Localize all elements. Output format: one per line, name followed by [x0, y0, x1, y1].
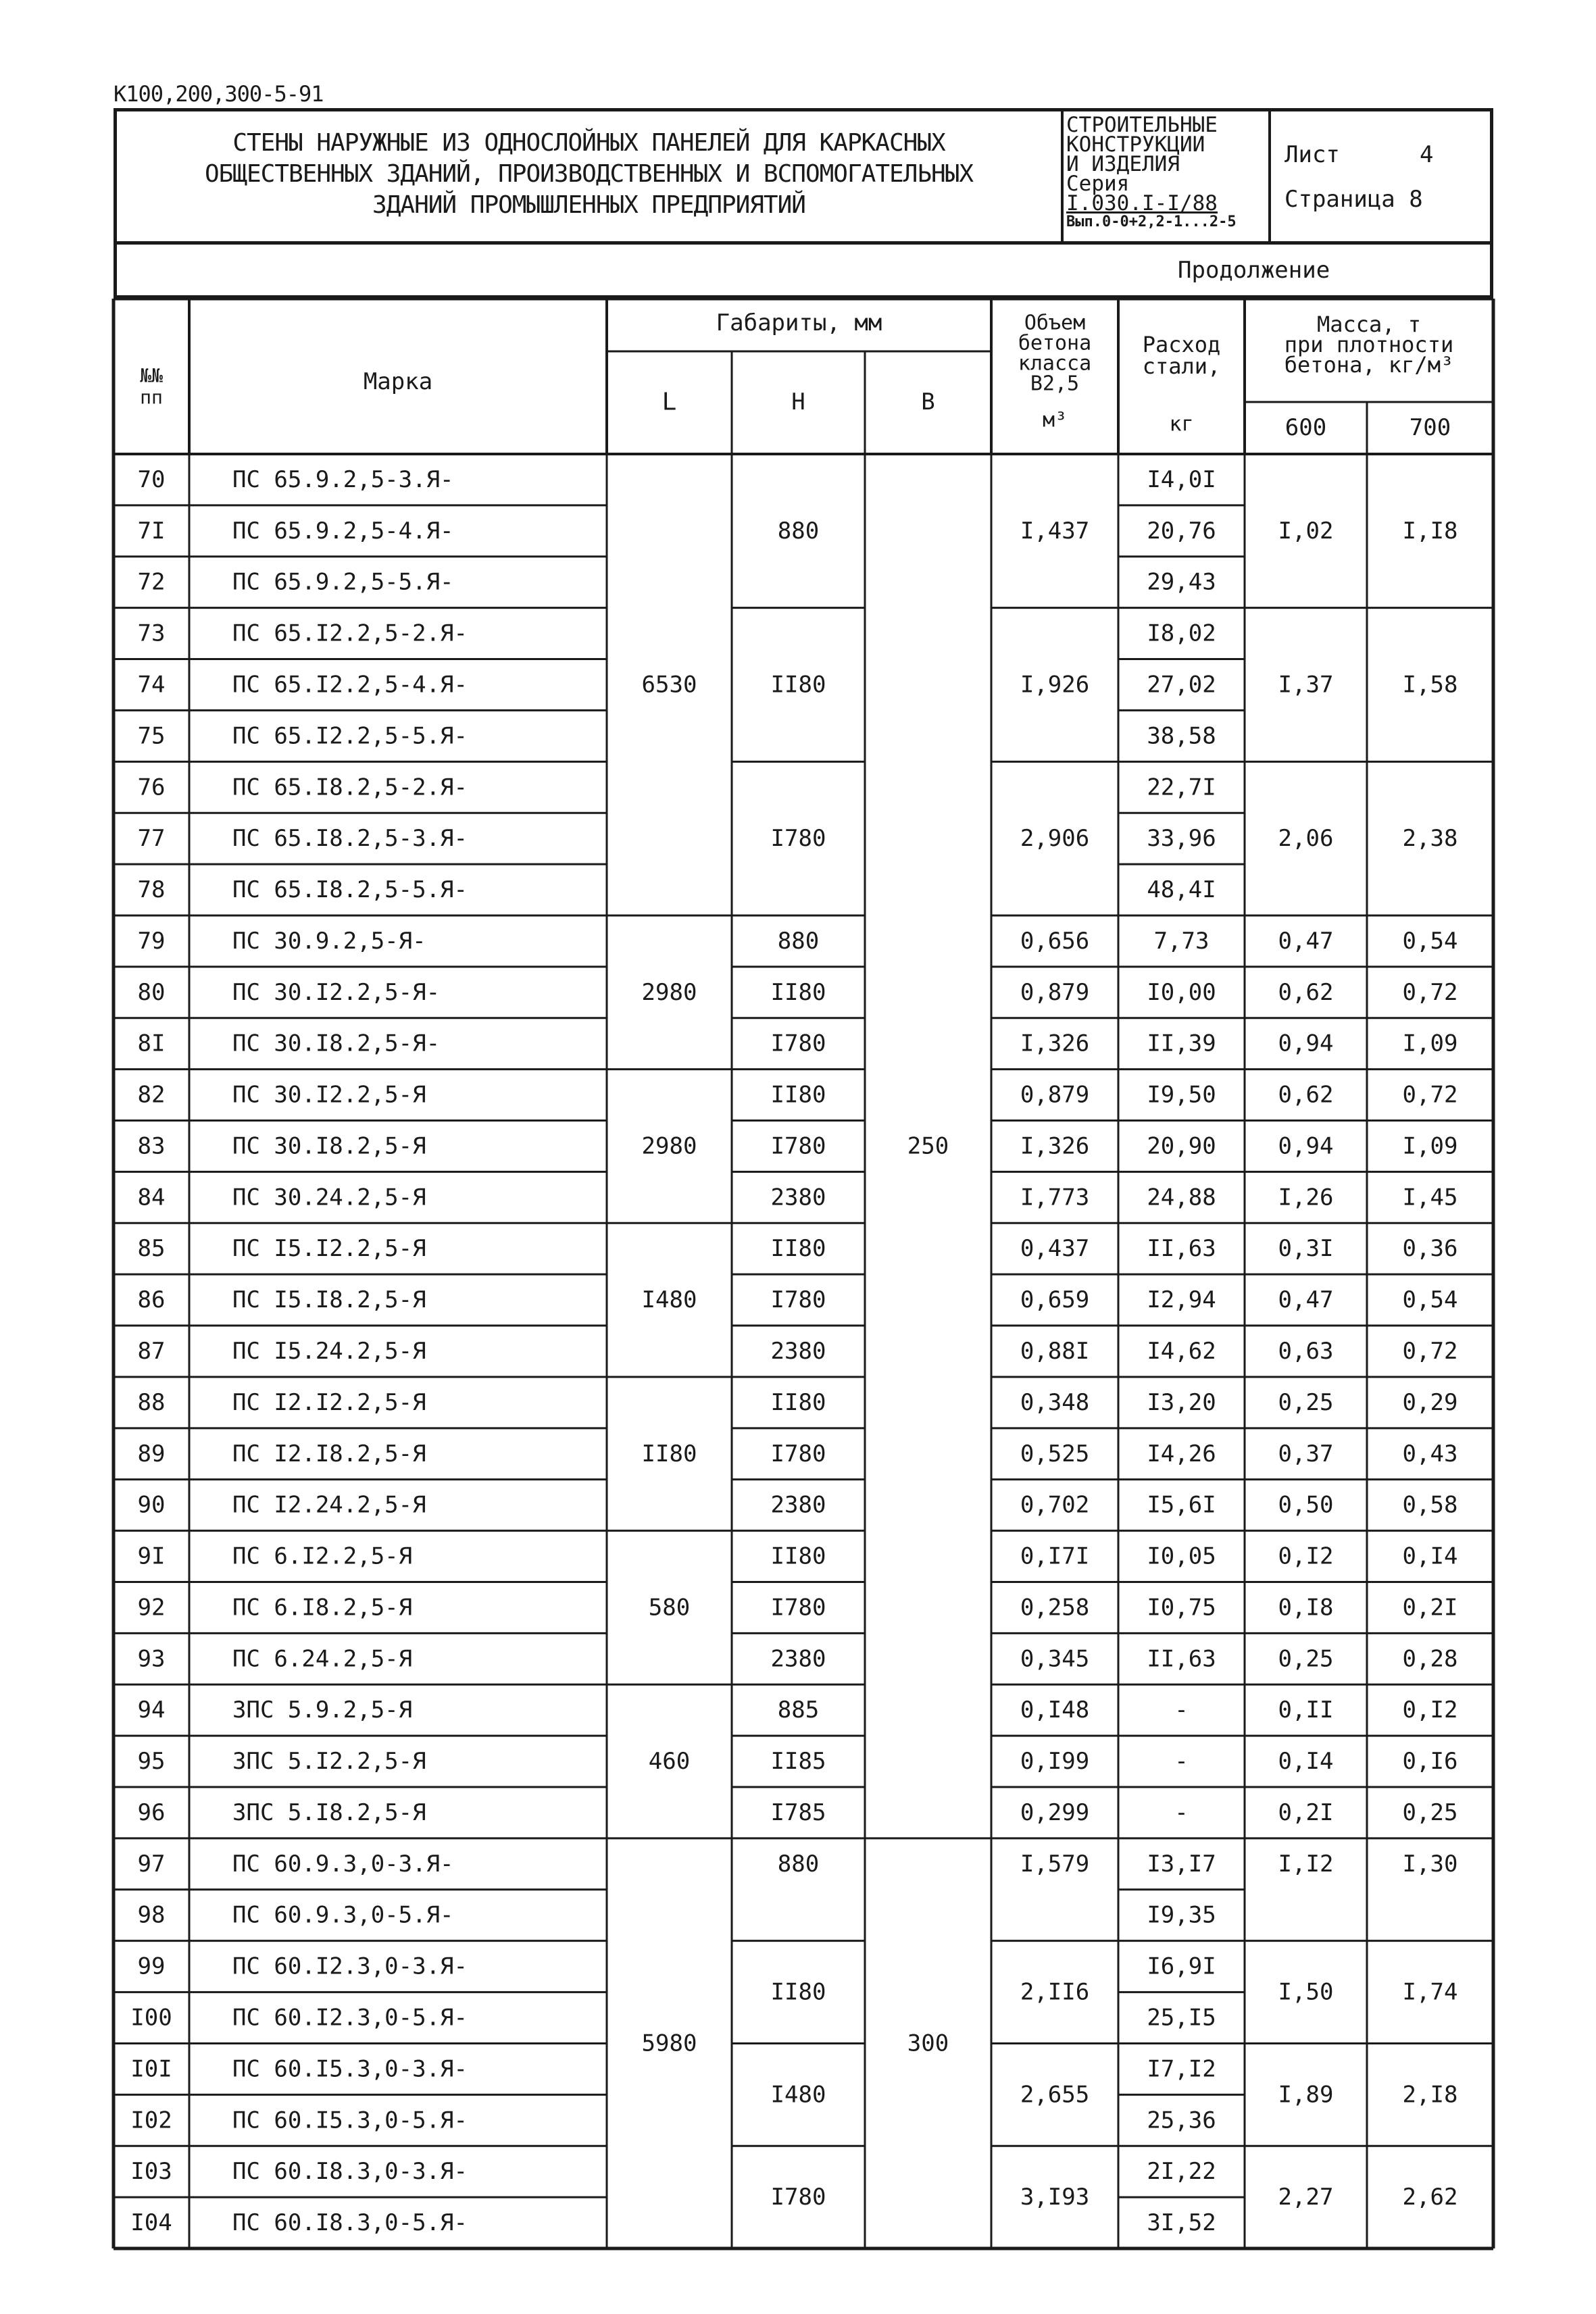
height-H: II85	[770, 1748, 826, 1776]
mass-700: 0,29	[1402, 1388, 1458, 1416]
panel-mark: ПС 30.I2.2,5-Я-	[232, 978, 441, 1006]
header-width: В	[921, 388, 935, 416]
panel-mark: ПС 65.9.2,5-4.Я-	[232, 517, 454, 545]
mass-600: I,I2	[1278, 1850, 1334, 1878]
steel-consumption: I9,50	[1147, 1081, 1216, 1109]
mass-600: 2,27	[1278, 2184, 1334, 2211]
height-H: 2380	[770, 1491, 826, 1519]
steel-consumption: 48,4I	[1147, 876, 1216, 904]
row-number: 74	[137, 671, 166, 699]
panel-mark: ПС 60.I2.3,0-5.Я-	[232, 2004, 468, 2032]
header-concrete-volume: класса	[1018, 351, 1092, 376]
steel-consumption: 33,96	[1147, 825, 1216, 853]
panel-mark: ПС 30.I8.2,5-Я-	[232, 1030, 441, 1057]
row-number: 73	[137, 620, 166, 647]
mass-600: 0,2I	[1278, 1799, 1334, 1826]
row-number: 70	[137, 466, 166, 493]
steel-consumption: -	[1174, 1696, 1189, 1724]
steel-consumption: II,63	[1147, 1645, 1216, 1673]
panel-mark: ПС 60.I2.3,0-3.Я-	[232, 1953, 468, 1980]
concrete-volume: 0,345	[1020, 1645, 1090, 1673]
panel-mark: ЗПС 5.I8.2,5-Я	[232, 1799, 426, 1826]
mass-700: I,74	[1402, 1978, 1458, 2006]
panel-mark: ПС 65.I8.2,5-5.Я-	[232, 876, 468, 904]
panel-mark: ПС 30.9.2,5-Я-	[232, 927, 426, 955]
steel-consumption: 25,I5	[1147, 2004, 1216, 2032]
panel-mark: ПС 60.I8.3,0-3.Я-	[232, 2158, 468, 2186]
mass-700: 0,I2	[1402, 1696, 1458, 1724]
header-mass-600: 600	[1285, 414, 1327, 441]
mass-600: 0,37	[1278, 1440, 1334, 1467]
concrete-volume: 0,437	[1020, 1235, 1090, 1263]
steel-consumption: I5,6I	[1147, 1491, 1216, 1519]
row-number: 75	[137, 722, 166, 750]
steel-consumption: I3,20	[1147, 1388, 1216, 1416]
steel-consumption: 7,73	[1153, 927, 1210, 955]
mass-600: I,50	[1278, 1978, 1334, 2006]
mass-700: I,30	[1402, 1850, 1458, 1878]
page-label: Страница 8	[1285, 186, 1423, 213]
panel-mark: ПС 60.I8.3,0-5.Я-	[232, 2209, 468, 2237]
steel-consumption: 22,7I	[1147, 774, 1216, 801]
panel-mark: ПС 30.I2.2,5-Я	[232, 1081, 426, 1109]
mass-600: 0,63	[1278, 1338, 1334, 1365]
panel-mark: ПС 65.I8.2,5-2.Я-	[232, 774, 468, 801]
panel-mark: ЗПС 5.I2.2,5-Я	[232, 1748, 426, 1776]
mass-700: 2,I8	[1402, 2081, 1458, 2109]
concrete-volume: 0,659	[1020, 1286, 1090, 1314]
concrete-volume: 0,I48	[1020, 1696, 1090, 1724]
mass-700: I,09	[1402, 1132, 1458, 1160]
height-H: II80	[770, 1081, 826, 1109]
steel-consumption: II,39	[1147, 1030, 1216, 1057]
panel-mark: ПС I5.24.2,5-Я	[232, 1338, 426, 1365]
panel-mark: ПС 6.I2.2,5-Я	[232, 1542, 413, 1570]
series-line-4: Серия	[1066, 172, 1130, 196]
concrete-volume: 0,I7I	[1020, 1542, 1090, 1570]
row-number: 8I	[137, 1030, 166, 1057]
header-mass-700: 700	[1409, 414, 1451, 441]
steel-consumption: 25,36	[1147, 2107, 1216, 2134]
row-number: I04	[130, 2209, 172, 2237]
steel-consumption: 38,58	[1147, 722, 1216, 750]
mass-600: I,89	[1278, 2081, 1334, 2109]
mass-700: 0,58	[1402, 1491, 1458, 1519]
header-steel-consumption: стали,	[1142, 353, 1221, 379]
row-number: 7I	[137, 517, 166, 545]
panel-mark: ПС 60.I5.3,0-5.Я-	[232, 2107, 468, 2134]
row-number: 88	[137, 1388, 166, 1416]
row-number: 89	[137, 1440, 166, 1467]
series-line-2: КОНСТРУКЦИИ	[1066, 132, 1205, 157]
title-line-1: СТЕНЫ НАРУЖНЫЕ ИЗ ОДНОСЛОЙНЫХ ПАНЕЛЕЙ ДЛЯ КАРКАСНЫХ	[232, 129, 945, 157]
row-number: 96	[137, 1799, 166, 1826]
steel-consumption: I6,9I	[1147, 1953, 1216, 1980]
header-concrete-volume: бетона	[1018, 331, 1092, 355]
concrete-volume: 0,348	[1020, 1388, 1090, 1416]
header-mass: Масса, т	[1316, 311, 1422, 337]
length-L: 2980	[641, 978, 697, 1006]
height-H: II80	[770, 1235, 826, 1263]
row-number: I02	[130, 2107, 172, 2134]
length-L: 2980	[641, 1132, 697, 1160]
height-H: I780	[770, 1030, 826, 1057]
mass-700: I,09	[1402, 1030, 1458, 1057]
continuation-label: Продолжение	[1178, 257, 1330, 284]
panel-mark: ПС 6.I8.2,5-Я	[232, 1594, 413, 1621]
row-number: 95	[137, 1748, 166, 1776]
title-line-2: ОБЩЕСТВЕННЫХ ЗДАНИЙ, ПРОИЗВОДСТВЕННЫХ И ВСПОМОГАТЕЛЬНЫХ	[204, 160, 974, 188]
mass-600: 0,I8	[1278, 1594, 1334, 1621]
concrete-volume: 2,II6	[1020, 1978, 1090, 2006]
panel-mark: ПС 65.9.2,5-3.Я-	[232, 466, 454, 493]
mass-600: 0,47	[1278, 927, 1334, 955]
sheet-label: Лист	[1285, 141, 1340, 168]
height-H: I780	[770, 1440, 826, 1467]
mass-600: 0,II	[1278, 1696, 1334, 1724]
steel-consumption: 2I,22	[1147, 2158, 1216, 2186]
width-B: 300	[907, 2030, 949, 2057]
row-number: 9I	[137, 1542, 166, 1570]
panel-mark: ЗПС 5.9.2,5-Я	[232, 1696, 413, 1724]
steel-consumption: 3I,52	[1147, 2209, 1216, 2237]
mass-600: 0,94	[1278, 1132, 1334, 1160]
height-H: I780	[770, 1594, 826, 1621]
height-H: 880	[777, 1850, 820, 1878]
mass-600: 0,25	[1278, 1645, 1334, 1673]
mass-700: 0,43	[1402, 1440, 1458, 1467]
steel-consumption: 29,43	[1147, 568, 1216, 596]
panel-mark: ПС 65.I2.2,5-5.Я-	[232, 722, 468, 750]
row-number: 94	[137, 1696, 166, 1724]
row-number: 99	[137, 1953, 166, 1980]
height-H: I780	[770, 1132, 826, 1160]
row-number: 80	[137, 978, 166, 1006]
row-number: 93	[137, 1645, 166, 1673]
panel-mark: ПС 30.24.2,5-Я	[232, 1184, 426, 1211]
document-code: К100,200,300-5-91	[114, 81, 324, 107]
mass-600: I,37	[1278, 671, 1334, 699]
length-L: 5980	[641, 2030, 697, 2057]
height-H: II80	[770, 671, 826, 699]
sheet-number: 4	[1420, 141, 1434, 168]
concrete-volume: 0,525	[1020, 1440, 1090, 1467]
mass-700: I,I8	[1402, 517, 1458, 545]
steel-consumption: I3,I7	[1147, 1850, 1216, 1878]
concrete-volume: 0,258	[1020, 1594, 1090, 1621]
header-dimensions: Габариты, мм	[716, 309, 882, 336]
steel-consumption: I0,00	[1147, 978, 1216, 1006]
row-number: I0I	[130, 2055, 172, 2083]
mass-600: 0,I4	[1278, 1748, 1334, 1776]
header-concrete-volume: В2,5	[1030, 372, 1080, 396]
series-number: I.030.I-I/88	[1066, 191, 1218, 216]
height-H: 885	[777, 1696, 820, 1724]
steel-consumption: -	[1174, 1748, 1189, 1776]
mass-700: I,58	[1402, 671, 1458, 699]
mass-700: 0,72	[1402, 1338, 1458, 1365]
mass-700: 0,25	[1402, 1799, 1458, 1826]
height-H: 2380	[770, 1338, 826, 1365]
header-steel-unit: кг	[1169, 412, 1194, 436]
row-number: 77	[137, 825, 166, 853]
panel-mark: ПС 6.24.2,5-Я	[232, 1645, 413, 1673]
panel-mark: ПС I5.I8.2,5-Я	[232, 1286, 426, 1314]
row-number: 79	[137, 927, 166, 955]
height-H: II80	[770, 1388, 826, 1416]
concrete-volume: I,926	[1020, 671, 1090, 699]
mass-600: 0,50	[1278, 1491, 1334, 1519]
height-H: I480	[770, 2081, 826, 2109]
mass-700: 0,54	[1402, 1286, 1458, 1314]
concrete-volume: 3,I93	[1020, 2184, 1090, 2211]
panel-mark: ПС 60.9.3,0-3.Я-	[232, 1850, 454, 1878]
mass-700: 2,38	[1402, 825, 1458, 853]
panel-mark: ПС I2.I2.2,5-Я	[232, 1388, 426, 1416]
mass-600: I,26	[1278, 1184, 1334, 1211]
row-number: 98	[137, 1901, 166, 1929]
mass-700: 0,72	[1402, 1081, 1458, 1109]
header-length: L	[662, 388, 677, 416]
mass-700: 0,I6	[1402, 1748, 1458, 1776]
row-number: 87	[137, 1338, 166, 1365]
steel-consumption: 27,02	[1147, 671, 1216, 699]
panel-mark: ПС I2.24.2,5-Я	[232, 1491, 426, 1519]
steel-consumption: I9,35	[1147, 1901, 1216, 1929]
mass-700: 2,62	[1402, 2184, 1458, 2211]
series-issue: Вып.0-0+2,2-1...2-5	[1066, 213, 1237, 230]
mass-600: 0,47	[1278, 1286, 1334, 1314]
panel-mark: ПС 65.I8.2,5-3.Я-	[232, 825, 468, 853]
mass-600: 2,06	[1278, 825, 1334, 853]
row-number: 97	[137, 1850, 166, 1878]
series-line-3: И ИЗДЕЛИЯ	[1066, 152, 1180, 176]
height-H: I780	[770, 825, 826, 853]
mass-700: 0,2I	[1402, 1594, 1458, 1621]
steel-consumption: 24,88	[1147, 1184, 1216, 1211]
steel-consumption: I4,0I	[1147, 466, 1216, 493]
height-H: 2380	[770, 1645, 826, 1673]
row-number: I03	[130, 2158, 172, 2186]
panel-mark: ПС 30.I8.2,5-Я	[232, 1132, 426, 1160]
panel-mark: ПС 65.I2.2,5-4.Я-	[232, 671, 468, 699]
header-number-label: №№	[140, 364, 163, 387]
mass-600: 0,3I	[1278, 1235, 1334, 1263]
header-mass: при плотности	[1284, 332, 1454, 357]
concrete-volume: 0,702	[1020, 1491, 1090, 1519]
header-mass: бетона, кг/м³	[1284, 352, 1454, 378]
mass-700: I,45	[1402, 1184, 1458, 1211]
concrete-volume: I,326	[1020, 1030, 1090, 1057]
row-number: 85	[137, 1235, 166, 1263]
height-H: 2380	[770, 1184, 826, 1211]
concrete-volume: 2,906	[1020, 825, 1090, 853]
steel-consumption: I4,26	[1147, 1440, 1216, 1467]
height-H: 880	[777, 517, 820, 545]
concrete-volume: 0,I99	[1020, 1748, 1090, 1776]
mass-700: 0,28	[1402, 1645, 1458, 1673]
height-H: 880	[777, 927, 820, 955]
header-steel-consumption: Расход	[1142, 332, 1221, 357]
panel-mark: ПС 65.9.2,5-5.Я-	[232, 568, 454, 596]
height-H: II80	[770, 1978, 826, 2006]
panel-mark: ПС 60.9.3,0-5.Я-	[232, 1901, 454, 1929]
width-B: 250	[907, 1132, 949, 1160]
height-H: II80	[770, 1542, 826, 1570]
row-number: 90	[137, 1491, 166, 1519]
panel-mark: ПС 60.I5.3,0-3.Я-	[232, 2055, 468, 2083]
mass-700: 0,54	[1402, 927, 1458, 955]
height-H: I785	[770, 1799, 826, 1826]
height-H: I780	[770, 1286, 826, 1314]
row-number: 86	[137, 1286, 166, 1314]
mass-700: 0,36	[1402, 1235, 1458, 1263]
concrete-volume: I,773	[1020, 1184, 1090, 1211]
mass-700: 0,72	[1402, 978, 1458, 1006]
row-number: I00	[130, 2004, 172, 2032]
header-volume-unit: м³	[1042, 408, 1068, 432]
mass-600: 0,I2	[1278, 1542, 1334, 1570]
series-line-1: СТРОИТЕЛЬНЫЕ	[1066, 113, 1218, 137]
header-height: Н	[791, 388, 805, 416]
panel-mark: ПС 65.I2.2,5-2.Я-	[232, 620, 468, 647]
concrete-volume: 0,879	[1020, 1081, 1090, 1109]
steel-consumption: I0,05	[1147, 1542, 1216, 1570]
title-line-3: ЗДАНИЙ ПРОМЫШЛЕННЫХ ПРЕДПРИЯТИЙ	[372, 191, 805, 219]
mass-600: 0,94	[1278, 1030, 1334, 1057]
row-number: 72	[137, 568, 166, 596]
panel-mark: ПС I5.I2.2,5-Я	[232, 1235, 426, 1263]
row-number: 92	[137, 1594, 166, 1621]
panel-mark: ПС I2.I8.2,5-Я	[232, 1440, 426, 1467]
concrete-volume: 0,656	[1020, 927, 1090, 955]
steel-consumption: I7,I2	[1147, 2055, 1216, 2083]
row-number: 78	[137, 876, 166, 904]
steel-consumption: 20,76	[1147, 517, 1216, 545]
height-H: II80	[770, 978, 826, 1006]
mass-600: I,02	[1278, 517, 1334, 545]
steel-consumption: II,63	[1147, 1235, 1216, 1263]
row-number: 82	[137, 1081, 166, 1109]
mass-700: 0,I4	[1402, 1542, 1458, 1570]
length-L: 6530	[641, 671, 697, 699]
row-number: 83	[137, 1132, 166, 1160]
header-concrete-volume: Объем	[1024, 311, 1086, 335]
concrete-volume: I,326	[1020, 1132, 1090, 1160]
header-mark: Марка	[363, 368, 433, 395]
mass-600: 0,62	[1278, 1081, 1334, 1109]
length-L: 580	[648, 1594, 691, 1621]
steel-consumption: I0,75	[1147, 1594, 1216, 1621]
concrete-volume: I,579	[1020, 1850, 1090, 1878]
row-number: 84	[137, 1184, 166, 1211]
height-H: I780	[770, 2184, 826, 2211]
mass-600: 0,62	[1278, 978, 1334, 1006]
steel-consumption: -	[1174, 1799, 1189, 1826]
steel-consumption: 20,90	[1147, 1132, 1216, 1160]
concrete-volume: 0,879	[1020, 978, 1090, 1006]
header-number-label: пп	[140, 386, 163, 409]
concrete-volume: 0,299	[1020, 1799, 1090, 1826]
concrete-volume: I,437	[1020, 517, 1090, 545]
steel-consumption: I2,94	[1147, 1286, 1216, 1314]
steel-consumption: I4,62	[1147, 1338, 1216, 1365]
length-L: II80	[641, 1440, 697, 1467]
steel-consumption: I8,02	[1147, 620, 1216, 647]
mass-600: 0,25	[1278, 1388, 1334, 1416]
length-L: I480	[641, 1286, 697, 1314]
length-L: 460	[648, 1748, 691, 1776]
row-number: 76	[137, 774, 166, 801]
concrete-volume: 2,655	[1020, 2081, 1090, 2109]
concrete-volume: 0,88I	[1020, 1338, 1090, 1365]
